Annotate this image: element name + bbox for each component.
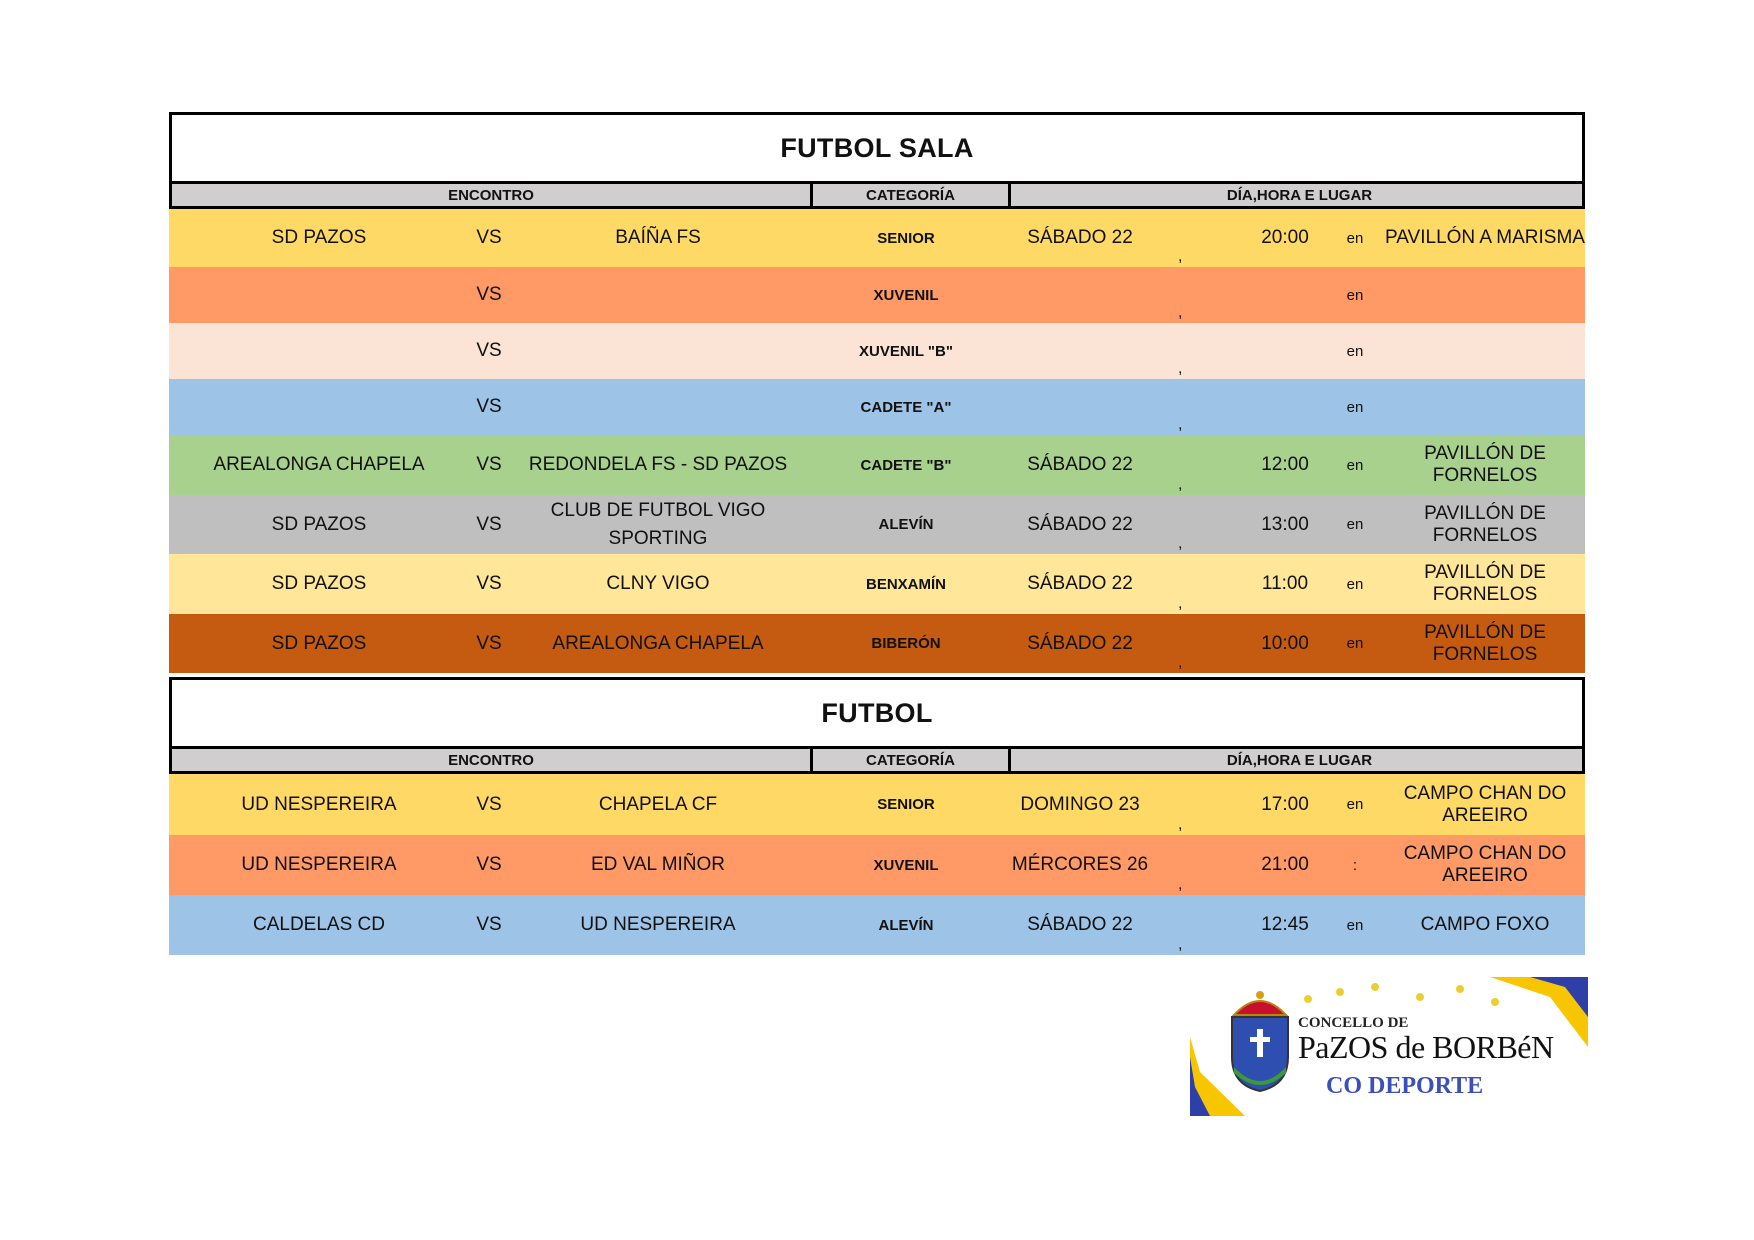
match-row [169, 774, 1585, 835]
vs-label: VS [476, 454, 502, 475]
category: XUVENIL [873, 856, 939, 874]
match-time: 17:00 [1261, 793, 1309, 815]
match-row [169, 435, 1585, 495]
home-team [169, 323, 469, 379]
section-title: FUTBOL [169, 677, 1585, 749]
venue: PAVILLÓN A MARISMA [1385, 227, 1585, 248]
match-rows [169, 209, 1585, 673]
separator-spacer [1155, 379, 1245, 435]
home-team: SD PAZOS [271, 513, 367, 535]
category: XUVENIL [873, 286, 939, 304]
comma-mark: , [1178, 876, 1183, 893]
home-team [169, 267, 469, 323]
home-team: UD NESPEREIRA [241, 793, 397, 815]
venue: PAVILLÓN DE FORNELOS [1424, 621, 1546, 665]
home-team: AREALONGA CHAPELA [213, 454, 425, 475]
concello-logo [1190, 977, 1588, 1116]
futbol-sala-section [169, 112, 1585, 673]
separator-text: en [1346, 398, 1364, 416]
vs-label: VS [476, 284, 502, 305]
venue: PAVILLÓN DE FORNELOS [1424, 443, 1546, 486]
separator-spacer [1155, 435, 1245, 495]
home-team: SD PAZOS [271, 227, 367, 248]
match-day [1005, 323, 1155, 379]
logo-line-1: CONCELLO DE [1298, 1015, 1409, 1031]
match-time: 10:00 [1261, 632, 1309, 654]
comma-mark: , [1178, 535, 1183, 552]
vs-label: VS [476, 914, 502, 935]
match-row [169, 554, 1585, 614]
match-time: 13:00 [1261, 513, 1309, 535]
away-team: REDONDELA FS - SD PAZOS [528, 454, 788, 475]
home-team: CALDELAS CD [253, 914, 385, 935]
match-row [169, 835, 1585, 895]
away-team: CLNY VIGO [606, 573, 710, 594]
separator-text: en [1346, 575, 1364, 593]
match-rows [169, 774, 1585, 955]
separator-spacer [1155, 267, 1245, 323]
vs-label: VS [476, 793, 502, 815]
match-row [169, 209, 1585, 267]
away-team: UD NESPEREIRA [580, 914, 736, 935]
separator-spacer [1155, 554, 1245, 614]
venue [1385, 323, 1585, 379]
away-team: ED VAL MIÑOR [590, 854, 726, 875]
futbol-section [169, 677, 1585, 955]
separator-spacer [1155, 835, 1245, 895]
comma-mark: , [1178, 476, 1183, 493]
home-team: UD NESPEREIRA [241, 854, 397, 875]
separator-text: en [1346, 456, 1364, 474]
vs-label: VS [476, 340, 502, 361]
match-row [169, 895, 1585, 955]
comma-mark: , [1178, 304, 1183, 321]
away-team [509, 267, 807, 323]
comma-mark: , [1178, 416, 1183, 433]
home-team [169, 379, 469, 435]
away-team: CHAPELA CF [598, 793, 718, 815]
header-encontro: ENCONTRO [448, 186, 534, 204]
header-dia-hora-lugar: DÍA,HORA E LUGAR [1008, 749, 1588, 771]
away-team: BAÍÑA FS [615, 227, 701, 248]
match-time: 20:00 [1261, 227, 1309, 248]
away-team: CLUB DE FUTBOL VIGO SPORTING [550, 499, 766, 549]
vs-label: VS [476, 227, 502, 248]
vs-label: VS [476, 573, 502, 594]
comma-mark: , [1178, 816, 1183, 833]
home-team: SD PAZOS [271, 573, 367, 594]
category: XUVENIL "B" [859, 342, 953, 360]
separator-text: en [1346, 229, 1364, 247]
separator-text: en [1346, 516, 1364, 533]
category: BENXAMÍN [865, 575, 946, 593]
vs-label: VS [476, 632, 502, 654]
section-title: FUTBOL SALA [169, 112, 1585, 184]
match-time: 12:45 [1261, 914, 1309, 935]
match-time [1245, 323, 1325, 379]
separator-text: en [1346, 916, 1364, 934]
match-row [169, 267, 1585, 323]
match-time: 21:00 [1261, 854, 1309, 875]
match-row [169, 495, 1585, 554]
match-day: SÁBADO 22 [1027, 227, 1133, 248]
comma-mark: , [1178, 654, 1183, 671]
match-day: SÁBADO 22 [1027, 513, 1133, 535]
category: CADETE "A" [860, 398, 952, 416]
match-day [1005, 379, 1155, 435]
logo-line-3: CO DEPORTE [1326, 1073, 1484, 1099]
header-categoria: CATEGORÍA [810, 749, 1008, 771]
separator-spacer [1155, 495, 1245, 554]
comma-mark: , [1178, 248, 1183, 265]
separator-text: en [1346, 635, 1364, 652]
match-day [1005, 267, 1155, 323]
venue [1385, 379, 1585, 435]
category: SENIOR [877, 229, 935, 247]
header-categoria: CATEGORÍA [810, 184, 1008, 206]
away-team [509, 323, 807, 379]
separator-spacer [1155, 209, 1245, 267]
category: CADETE "B" [860, 456, 952, 474]
away-team: AREALONGA CHAPELA [552, 632, 764, 654]
match-day: SÁBADO 22 [1027, 454, 1133, 475]
separator-spacer [1155, 895, 1245, 955]
table-header [169, 184, 1585, 209]
separator-spacer [1155, 614, 1245, 673]
away-team [509, 379, 807, 435]
match-day: MÉRCORES 26 [1011, 854, 1149, 875]
comma-mark: , [1178, 936, 1183, 953]
venue: PAVILLÓN DE FORNELOS [1424, 502, 1546, 546]
venue: CAMPO CHAN DO AREEIRO [1403, 843, 1567, 886]
venue: PAVILLÓN DE FORNELOS [1424, 562, 1546, 605]
comma-mark: , [1178, 360, 1183, 377]
separator-spacer [1155, 323, 1245, 379]
match-time [1245, 379, 1325, 435]
header-encontro: ENCONTRO [448, 751, 534, 769]
separator-text: en [1346, 342, 1364, 360]
header-dia-hora-lugar: DÍA,HORA E LUGAR [1008, 184, 1588, 206]
match-day: DOMINGO 23 [1020, 793, 1140, 815]
match-day: SÁBADO 22 [1027, 573, 1133, 594]
match-time [1245, 267, 1325, 323]
category: BIBERÓN [871, 635, 941, 652]
match-day: SÁBADO 22 [1027, 914, 1133, 935]
category: ALEVÍN [878, 516, 934, 533]
match-row [169, 614, 1585, 673]
venue [1385, 267, 1585, 323]
vs-label: VS [476, 854, 502, 875]
venue: CAMPO CHAN DO AREEIRO [1403, 782, 1567, 826]
home-team: SD PAZOS [271, 632, 367, 654]
match-day: SÁBADO 22 [1027, 632, 1133, 654]
logo-line-2: PaZOS de BORBéN [1298, 1029, 1554, 1065]
vs-label: VS [476, 396, 502, 417]
venue: CAMPO FOXO [1420, 914, 1550, 935]
separator-text: en [1346, 286, 1364, 304]
table-header [169, 749, 1585, 774]
match-time: 11:00 [1261, 573, 1309, 594]
match-row [169, 323, 1585, 379]
separator-text: : [1352, 856, 1358, 874]
category: ALEVÍN [878, 916, 934, 934]
comma-mark: , [1178, 595, 1183, 612]
separator-spacer [1155, 774, 1245, 835]
vs-label: VS [476, 513, 502, 535]
separator-text: en [1346, 796, 1364, 813]
match-time: 12:00 [1261, 454, 1309, 475]
match-row [169, 379, 1585, 435]
category: SENIOR [877, 796, 935, 813]
